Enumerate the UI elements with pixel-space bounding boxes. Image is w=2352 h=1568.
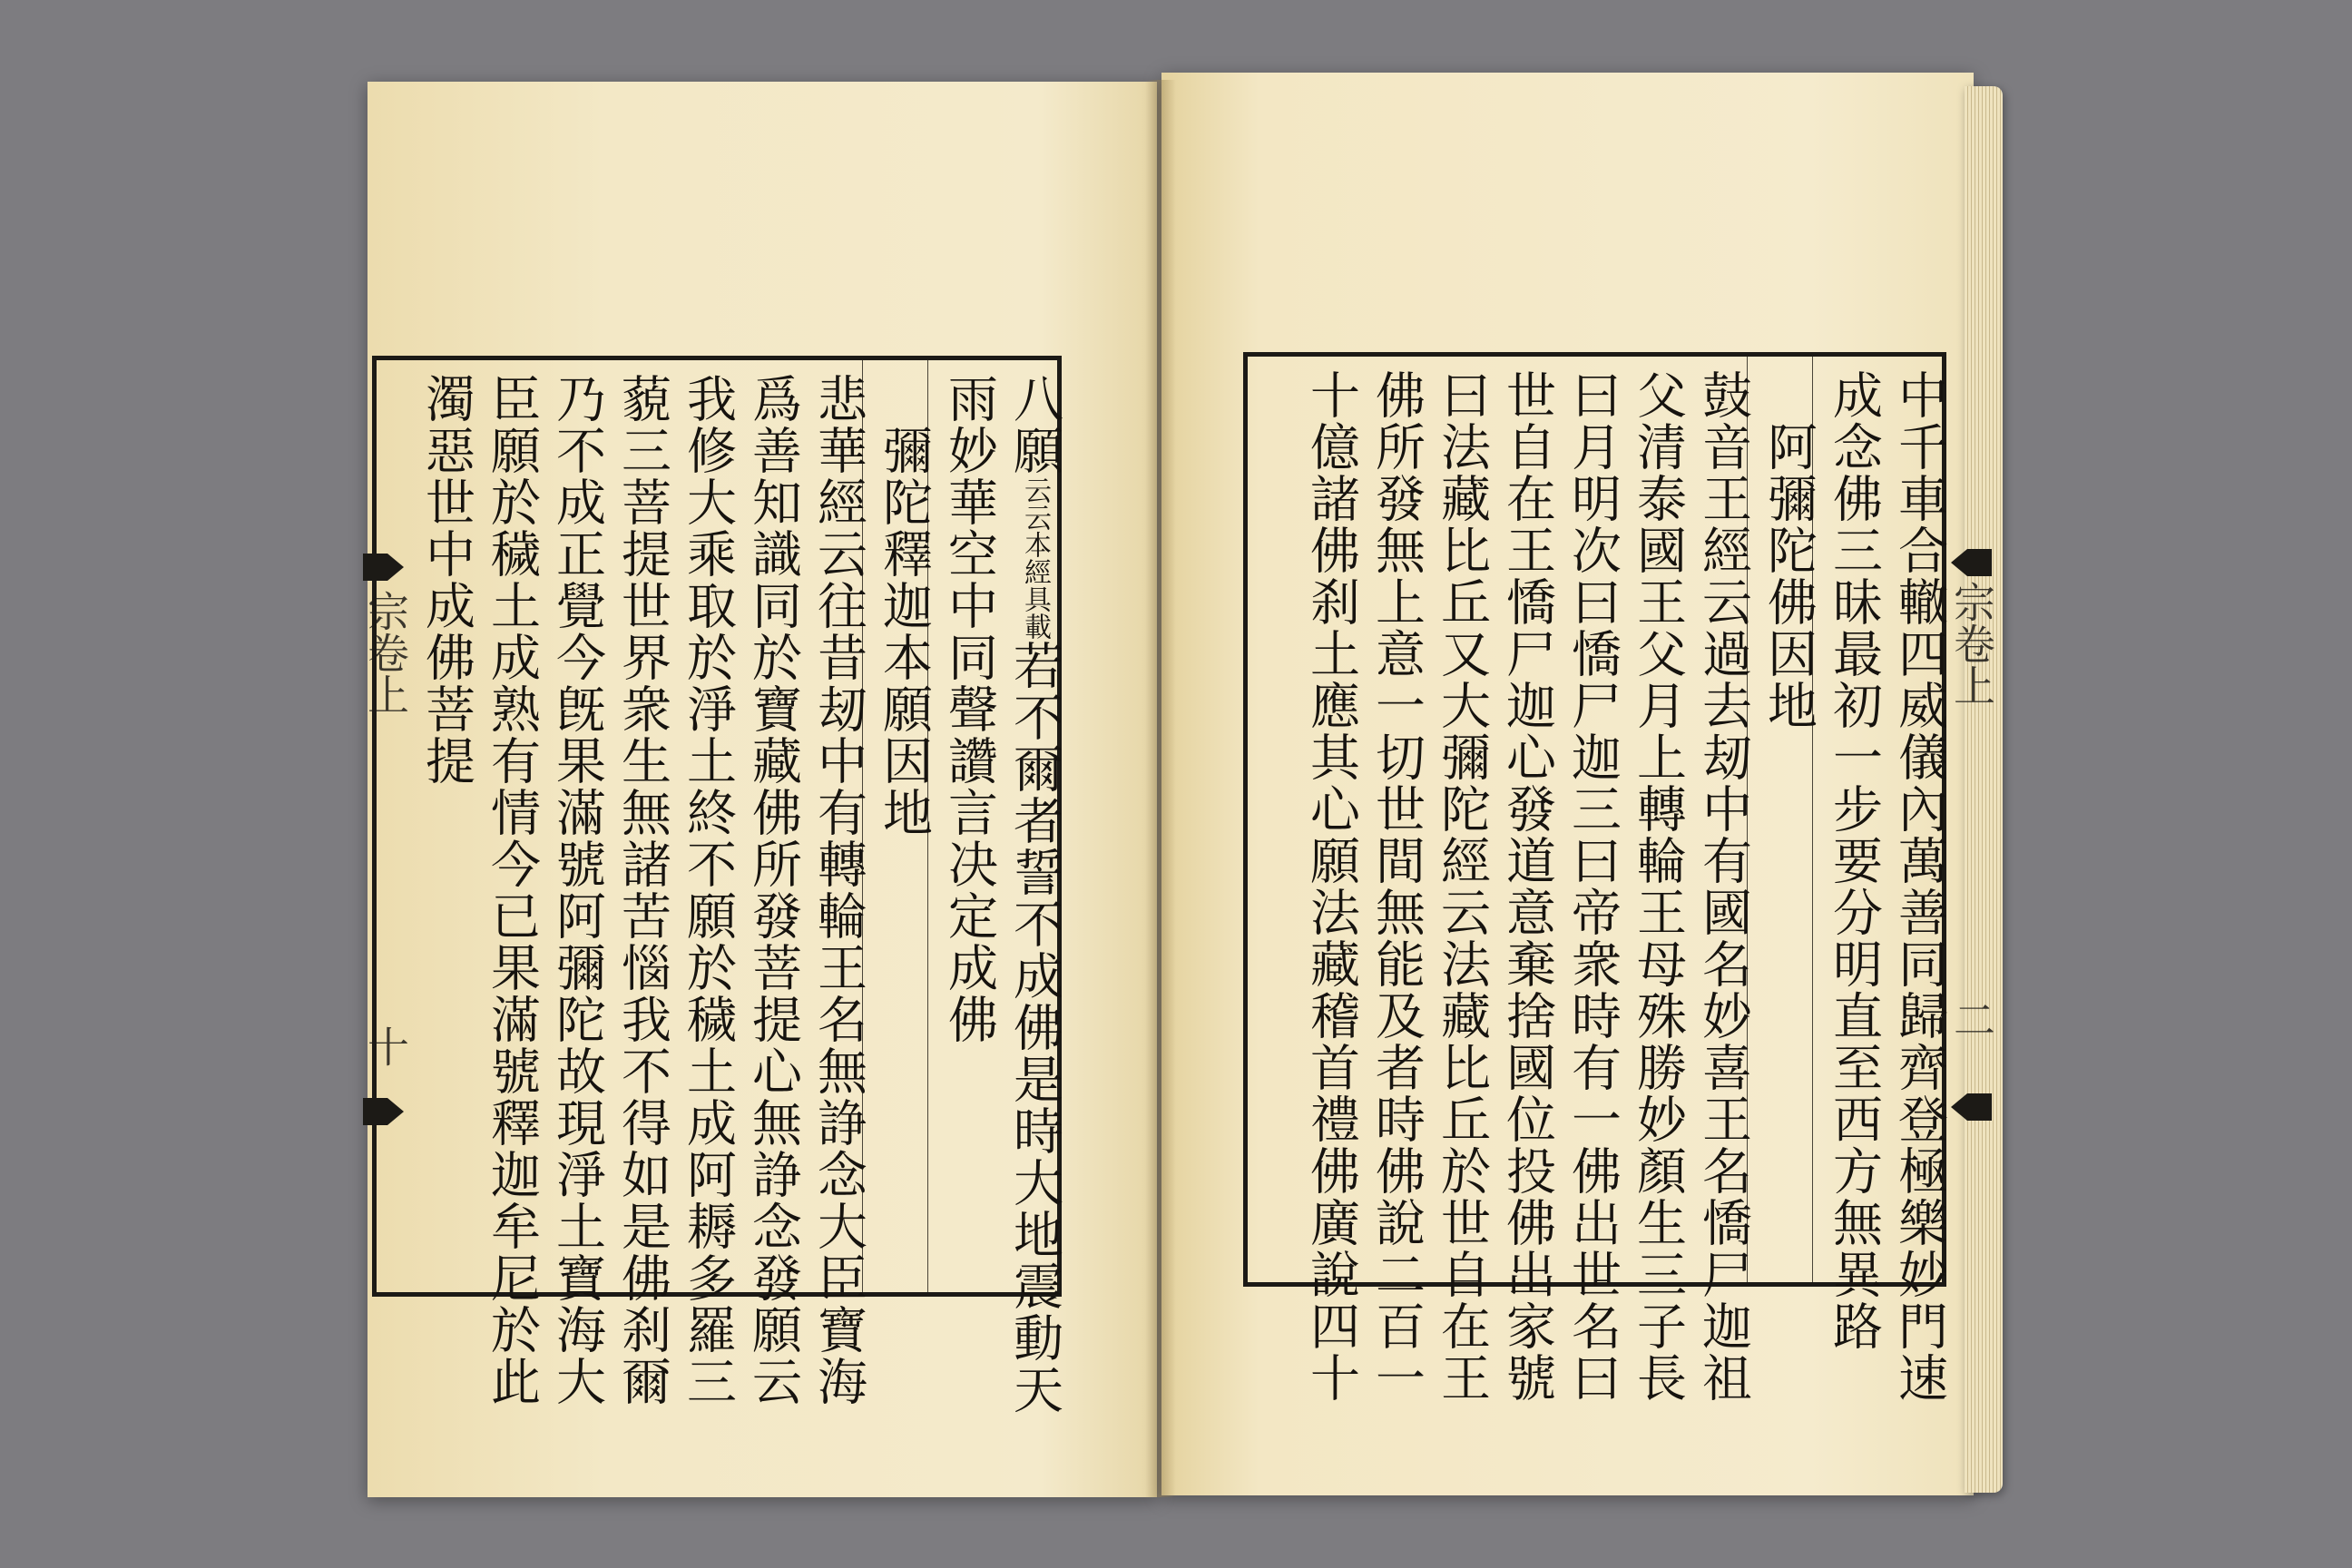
text-column [1617, 357, 1687, 1404]
column-text: 乃不成正覺今旣果滿號阿彌陀故現淨土寶海大 [548, 373, 606, 1407]
text-column [1813, 357, 1883, 1352]
column-text: 藐三菩提世界衆生無諸苦惱我不得如是佛刹爾 [613, 373, 671, 1407]
text-column [732, 360, 802, 1407]
column-text: 彌陀釋迦本願因地 [875, 373, 933, 838]
column-text: 世自在王憍尸迦心發道意棄捨國位投佛出家號 [1498, 369, 1556, 1404]
column-text: 鼓音王經云過去刼中有國名妙喜王名憍尸迦祖 [1694, 369, 1752, 1404]
left-text-frame [372, 356, 1063, 1416]
column-text: 我修大乘取於淨土終不願於穢土成阿耨多羅三 [679, 373, 737, 1407]
margin-page-number: 十 [361, 1025, 410, 1067]
text-column [667, 360, 737, 1407]
text-column [1682, 357, 1752, 1404]
text-column [1421, 357, 1491, 1404]
column-text: 成念佛三昧最初一步要分明直至西方無異路 [1825, 369, 1883, 1352]
column-text: 十億諸佛刹土應其心願法藏稽首禮佛廣說四十 [1302, 369, 1360, 1404]
annotation-note: 云云本經具載 [1019, 476, 1051, 640]
text-column [1878, 357, 1948, 1404]
right-text-frame [1243, 352, 1948, 1404]
text-column [1356, 357, 1426, 1404]
text-column [1290, 357, 1360, 1404]
margin-label: 宗卷上 [1947, 581, 1996, 706]
column-text: 中千車合轍四威儀內萬善同歸齊登極樂妙門速 [1890, 369, 1948, 1404]
column-text: 曰法藏比丘又大彌陀經云法藏比丘於世自在王 [1433, 369, 1491, 1404]
column-text: 悲華經云往昔刼中有轉輪王名無諍念大臣寶海 [809, 373, 867, 1407]
text-column [994, 360, 1063, 1416]
column-text: 佛所發無上意一切世間無能及者時佛說二百一 [1367, 369, 1426, 1404]
text-column [928, 360, 998, 1292]
column-text: 濁惡世中成佛菩提 [417, 373, 475, 787]
column-text: 阿彌陀佛因地 [1759, 369, 1818, 731]
text-column [536, 360, 606, 1407]
column-text: 八願 [1005, 373, 1063, 476]
text-column [1748, 357, 1818, 1282]
column-text: 父清泰國王父月上轉輪王母殊勝妙顏生三子長 [1629, 369, 1687, 1404]
text-column [1486, 357, 1556, 1404]
margin-label: 宗卷上 [361, 590, 410, 715]
text-column [471, 360, 541, 1407]
book-spine [1145, 80, 1176, 1497]
column-text: 曰月明次曰憍尸迦三曰帝衆時有一佛出世名曰 [1563, 369, 1622, 1404]
column-text: 爲善知識同於寶藏佛所發菩提心無諍念發願云 [744, 373, 802, 1407]
text-column [602, 360, 671, 1407]
column-text: 雨妙華空中同聲讚言决定成佛 [940, 373, 998, 1045]
column-text: 臣願於穢土成熟有情今已果滿號釋迦牟尼於此 [483, 373, 541, 1407]
text-column [406, 360, 475, 1292]
text-column [1552, 357, 1622, 1404]
text-column [863, 360, 933, 1292]
text-column [798, 360, 867, 1407]
page-edges [1965, 86, 2003, 1493]
column-text: 若不爾者誓不成佛是時大地震動天 [1005, 640, 1063, 1416]
margin-page-number: 二 [1947, 998, 1996, 1040]
